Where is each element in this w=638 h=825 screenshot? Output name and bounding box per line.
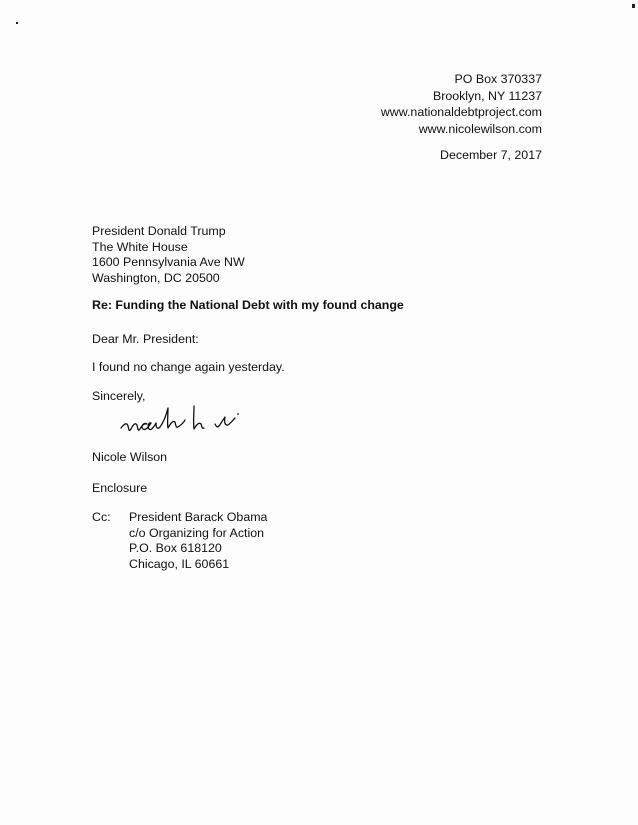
recipient-city: Washington, DC 20500 xyxy=(92,270,220,285)
sender-city: Brooklyn, NY 11237 xyxy=(432,88,542,103)
recipient-org: The White House xyxy=(92,239,188,254)
sender-po-box: PO Box 370337 xyxy=(454,72,542,86)
salutation: Dear Mr. President: xyxy=(92,332,199,346)
scan-speck-top-left xyxy=(16,22,18,24)
scan-speck-top-right xyxy=(632,4,635,8)
subject-line: Re: Funding the National Debt with my found change xyxy=(92,298,404,312)
cc-name: President Barack Obama xyxy=(129,510,268,524)
handwritten-signature xyxy=(118,398,268,442)
cc-org: c/o Organizing for Action xyxy=(129,525,264,540)
enclosure-note: Enclosure xyxy=(92,481,148,495)
sender-website-2: www.nicolewilson.com xyxy=(418,121,542,136)
cc-po-box: P.O. Box 618120 xyxy=(129,541,222,555)
closing: Sincerely, xyxy=(92,389,146,403)
signer-name: Nicole Wilson xyxy=(92,450,168,464)
sender-address xyxy=(381,71,542,137)
recipient-name: President Donald Trump xyxy=(92,224,226,238)
recipient-address xyxy=(92,224,245,286)
recipient-street: 1600 Pennsylvania Ave NW xyxy=(92,255,245,269)
cc-label: Cc: xyxy=(92,510,111,524)
cc-recipient xyxy=(129,510,267,572)
cc-city: Chicago, IL 60661 xyxy=(129,556,230,571)
letter-body: I found no change again yesterday. xyxy=(92,360,285,374)
sender-website-1: www.nationaldebtproject.com xyxy=(380,105,542,119)
letter-date: December 7, 2017 xyxy=(440,148,542,162)
